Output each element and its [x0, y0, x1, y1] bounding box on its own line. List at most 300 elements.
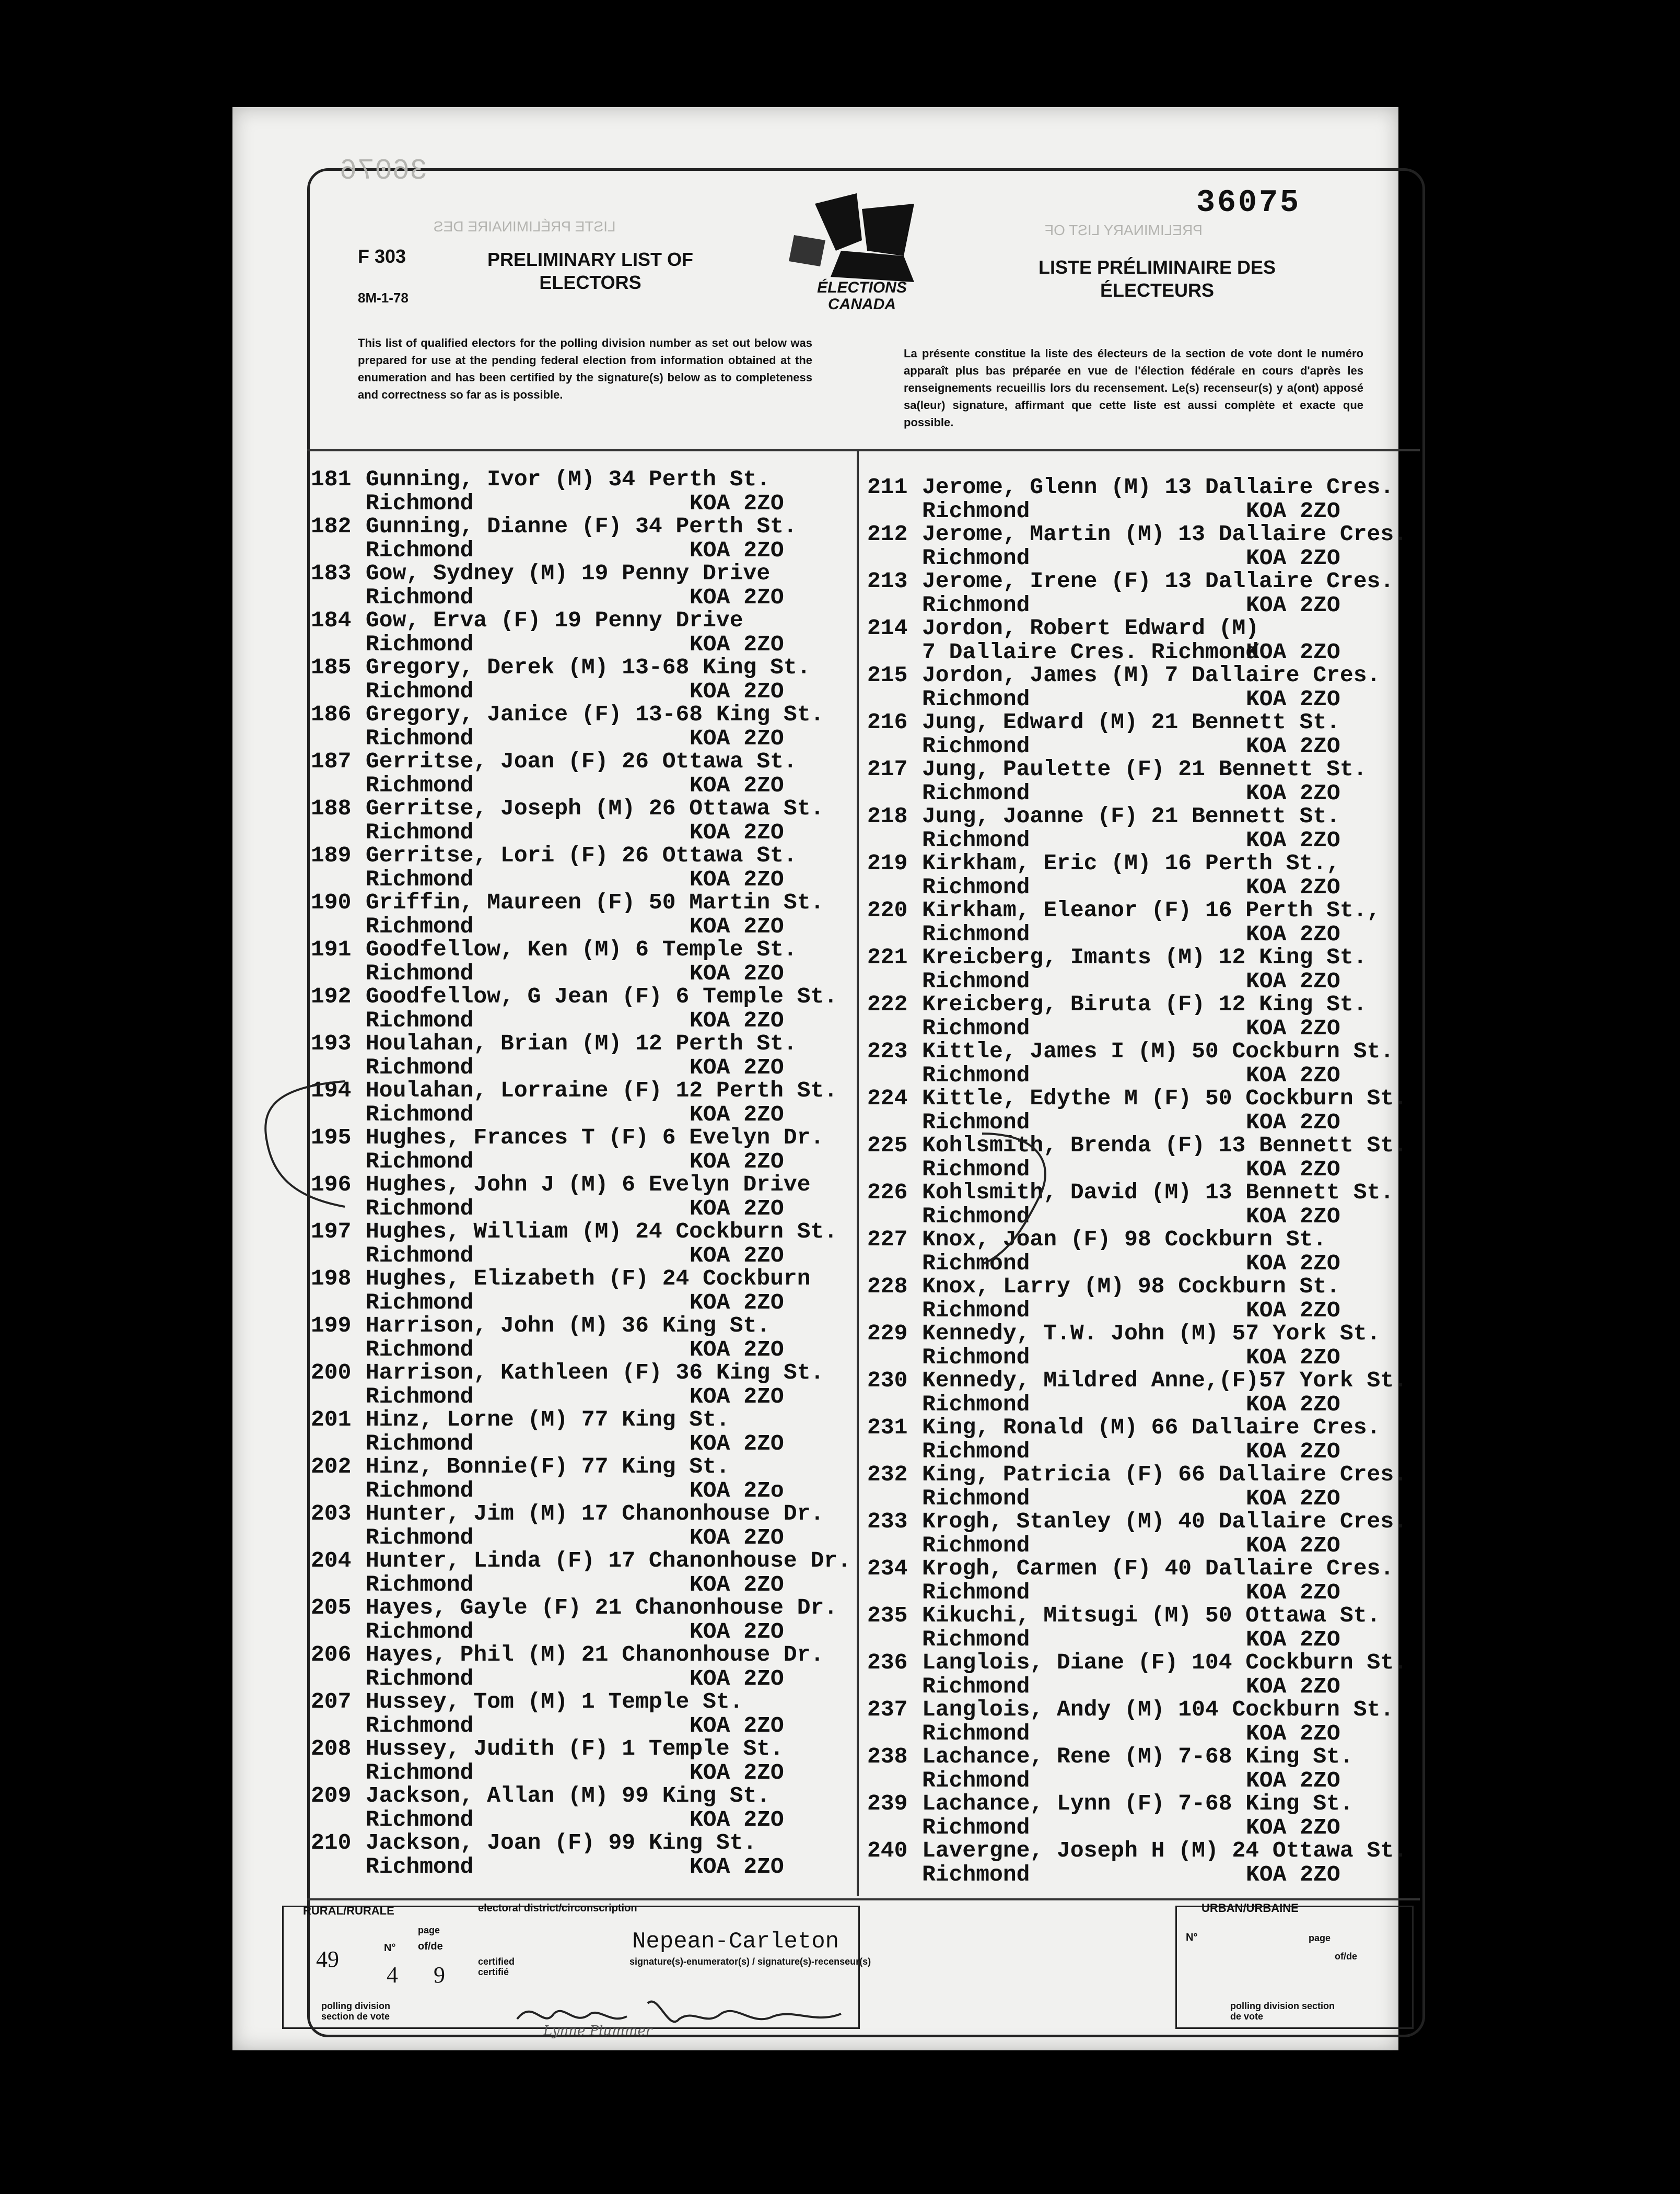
- elector-number: 229: [867, 1321, 908, 1346]
- elector-line: [867, 1745, 1354, 1769]
- elector-entry: [867, 1510, 1407, 1558]
- elector-entry: [311, 1737, 784, 1785]
- elector-name-address: Hinz, Bonnie(F) 77 King St.: [366, 1454, 730, 1479]
- elector-postal-code: KOA 2ZO: [690, 961, 784, 986]
- elector-name-address: Hughes, Frances T (F) 6 Evelyn Dr.: [366, 1125, 824, 1150]
- elector-line: [311, 1502, 824, 1526]
- ghost-number: 36076: [340, 154, 428, 188]
- elector-postal-code: KOA 2ZO: [1246, 1345, 1340, 1370]
- elector-name-address: Gregory, Derek (M) 13-68 King St.: [366, 655, 811, 680]
- elector-city-line: [311, 1526, 824, 1550]
- elector-name-address: Kirkham, Eleanor (F) 16 Perth St.,: [922, 897, 1381, 923]
- elector-line: [867, 993, 1367, 1017]
- elector-city-line: [867, 1111, 1407, 1135]
- elector-entry: [311, 938, 797, 986]
- elector-name-address: Goodfellow, G Jean (F) 6 Temple St.: [366, 984, 838, 1009]
- elector-postal-code: KOA 2ZO: [690, 1149, 784, 1174]
- elector-entry: [867, 710, 1340, 758]
- elector-postal-code: KOA 2ZO: [690, 1525, 784, 1550]
- form-date: 8M-1-78: [358, 290, 409, 306]
- elector-city: Richmond: [922, 1815, 1030, 1840]
- elector-postal-code: KOA 2ZO: [1246, 1204, 1340, 1229]
- elector-entry: [867, 851, 1340, 900]
- elector-city-line: [311, 1009, 837, 1033]
- elector-postal-code: KOA 2ZO: [1246, 827, 1340, 853]
- elector-name-address: Kennedy, T.W. John (M) 57 York St.: [922, 1321, 1381, 1346]
- elector-entry: [311, 1361, 824, 1409]
- elector-name-address: Kennedy, Mildred Anne,(F)57 York St.: [922, 1368, 1407, 1393]
- elector-number: 182: [311, 514, 352, 539]
- elector-entry: [311, 656, 811, 704]
- elector-name-address: Kreicberg, Biruta (F) 12 King St.: [922, 991, 1367, 1017]
- elector-city-line: [867, 1158, 1407, 1182]
- elector-city-line: [867, 593, 1394, 617]
- elector-city-line: [311, 1338, 784, 1362]
- elector-city: Richmond: [922, 1063, 1030, 1088]
- elector-city: Richmond: [366, 1666, 474, 1691]
- elector-number: 196: [311, 1172, 352, 1197]
- elector-number: 213: [867, 568, 908, 594]
- elector-city: Richmond: [922, 1533, 1030, 1558]
- elector-city: Richmond: [366, 1384, 474, 1409]
- elector-entry: [311, 515, 797, 563]
- elector-line: [311, 1220, 837, 1244]
- elector-city: Richmond: [922, 733, 1030, 759]
- elector-city: Richmond: [366, 1008, 474, 1033]
- elector-number: 198: [311, 1266, 352, 1291]
- elector-entry: [867, 1275, 1340, 1323]
- elector-city-line: [311, 1808, 784, 1832]
- elector-entry: [311, 468, 784, 516]
- elector-city-line: [311, 1056, 797, 1080]
- elector-line: [311, 844, 797, 868]
- elector-line: [311, 1408, 784, 1432]
- elector-number: 201: [311, 1407, 352, 1432]
- elector-postal-code: KOA 2ZO: [690, 1807, 784, 1833]
- elector-postal-code: KOA 2ZO: [690, 679, 784, 704]
- elector-city-line: [311, 727, 824, 751]
- elector-city-line: [311, 1244, 837, 1268]
- elector-line: [311, 1361, 824, 1385]
- elector-entry: [311, 703, 824, 751]
- elector-line: [311, 797, 824, 821]
- elector-city-line: [311, 539, 797, 563]
- elector-city-line: [311, 1291, 811, 1315]
- elector-entry: [311, 1643, 824, 1691]
- elector-name-address: Lavergne, Joseph H (M) 24 Ottawa St.: [922, 1838, 1407, 1863]
- elector-number: 234: [867, 1556, 908, 1581]
- elector-city-line: [311, 915, 824, 939]
- elector-line: [311, 468, 784, 492]
- elector-city: 7 Dallaire Cres. Richmond: [922, 639, 1259, 665]
- signature-text: Lynne Plummer: [543, 2023, 652, 2039]
- elector-city: Richmond: [366, 1478, 474, 1503]
- elector-line: [867, 1181, 1394, 1205]
- elector-name-address: Hunter, Jim (M) 17 Chanonhouse Dr.: [366, 1501, 824, 1526]
- elector-city: Richmond: [922, 592, 1030, 618]
- elector-entry: [867, 1181, 1394, 1229]
- elector-entry: [311, 1455, 784, 1503]
- elector-line: [867, 710, 1340, 734]
- elector-line: [867, 475, 1394, 499]
- elector-name-address: Krogh, Stanley (M) 40 Dallaire Cres.: [922, 1509, 1407, 1534]
- elector-postal-code: KOA 2ZO: [690, 1290, 784, 1315]
- elector-line: [311, 750, 797, 774]
- elector-line: [867, 1040, 1394, 1064]
- elector-line: [867, 851, 1340, 876]
- elector-line: [311, 1596, 837, 1620]
- elector-city-line: [311, 492, 784, 516]
- elector-name-address: Kohlsmith, David (M) 13 Bennett St.: [922, 1180, 1394, 1205]
- elector-line: [311, 1784, 784, 1808]
- elector-entry: [311, 1596, 837, 1644]
- elector-number: 228: [867, 1274, 908, 1299]
- elector-name-address: Knox, Larry (M) 98 Cockburn St.: [922, 1274, 1340, 1299]
- page-number: 4: [387, 1962, 398, 1988]
- title-english: PRELIMINARY LIST OF ELECTORS: [487, 249, 693, 293]
- elector-postal-code: KOA 2ZO: [690, 632, 784, 657]
- elector-entry: [867, 1651, 1407, 1699]
- elector-city: Richmond: [366, 1572, 474, 1597]
- elector-number: 230: [867, 1368, 908, 1393]
- elector-city-line: [867, 1017, 1367, 1041]
- elector-city: Richmond: [922, 1486, 1030, 1511]
- elector-entry: [311, 1220, 837, 1268]
- elector-city-line: [867, 1769, 1354, 1793]
- elector-number: 236: [867, 1650, 908, 1675]
- elector-postal-code: KOA 2ZO: [1246, 686, 1340, 712]
- elector-city: Richmond: [922, 1251, 1030, 1276]
- elector-city-line: [311, 962, 797, 986]
- elector-entry: [311, 891, 824, 939]
- elector-city: Richmond: [366, 867, 474, 892]
- elector-line: [311, 985, 837, 1009]
- elector-city: Richmond: [366, 1760, 474, 1785]
- elector-city: Richmond: [922, 1862, 1030, 1887]
- elector-number: 238: [867, 1744, 908, 1769]
- elector-city: Richmond: [366, 1525, 474, 1550]
- polling-division-number: 49: [316, 1946, 339, 1972]
- elector-entry: [867, 1463, 1407, 1511]
- elector-postal-code: KOA 2ZO: [690, 726, 784, 751]
- elector-number: 224: [867, 1086, 908, 1111]
- elector-entry: [867, 898, 1380, 947]
- elector-city-line: [311, 1432, 784, 1456]
- elector-city: Richmond: [366, 1337, 474, 1362]
- elector-city: Richmond: [922, 1345, 1030, 1370]
- elector-city-line: [311, 1103, 837, 1127]
- elector-entry: [867, 522, 1407, 570]
- elector-city-line: [867, 923, 1380, 947]
- elector-entry: [311, 1502, 824, 1550]
- elector-postal-code: KOA 2ZO: [690, 1243, 784, 1268]
- elector-postal-code: KOA 2ZO: [1246, 921, 1340, 947]
- elector-city: Richmond: [922, 1721, 1030, 1746]
- elector-line: [867, 946, 1367, 970]
- elector-name-address: Kikuchi, Mitsugi (M) 50 Ottawa St.: [922, 1603, 1381, 1628]
- elector-city-line: [311, 821, 824, 845]
- elector-line: [867, 522, 1407, 546]
- elector-city: Richmond: [922, 780, 1030, 806]
- elector-city-line: [311, 1479, 784, 1503]
- elector-city-line: [311, 1573, 851, 1597]
- elector-line: [867, 1416, 1380, 1440]
- elector-city-line: [867, 1581, 1394, 1605]
- elector-city: Richmond: [922, 921, 1030, 947]
- elector-name-address: Hayes, Phil (M) 21 Chanonhouse Dr.: [366, 1642, 824, 1667]
- elector-entry: [867, 757, 1367, 806]
- elector-number: 208: [311, 1736, 352, 1761]
- elector-line: [311, 562, 784, 586]
- elector-city: Richmond: [366, 1713, 474, 1738]
- elector-city-line: [311, 774, 797, 798]
- elector-number: 209: [311, 1783, 352, 1808]
- elector-name-address: Jerome, Glenn (M) 13 Dallaire Cres.: [922, 474, 1394, 500]
- elector-entry: [311, 1784, 784, 1832]
- elector-entry: [311, 1408, 784, 1456]
- elector-name-address: Hughes, John J (M) 6 Evelyn Drive: [366, 1172, 811, 1197]
- elector-line: [867, 1275, 1340, 1299]
- elector-entry: [311, 1032, 797, 1080]
- elector-city-line: [867, 1393, 1407, 1417]
- elector-city-line: [311, 680, 811, 704]
- urban-no-label: N°: [1186, 1932, 1198, 1943]
- elector-city-line: [867, 1628, 1380, 1652]
- elector-name-address: Hughes, Elizabeth (F) 24 Cockburn: [366, 1266, 811, 1291]
- elector-city: Richmond: [366, 820, 474, 845]
- elector-name-address: Krogh, Carmen (F) 40 Dallaire Cres.: [922, 1556, 1394, 1581]
- elector-entry: [867, 475, 1394, 523]
- elector-number: 192: [311, 984, 352, 1009]
- elector-name-address: Houlahan, Brian (M) 12 Perth St.: [366, 1031, 797, 1056]
- elector-name-address: Kreicberg, Imants (M) 12 King St.: [922, 944, 1367, 970]
- elector-name-address: Goodfellow, Ken (M) 6 Temple St.: [366, 937, 797, 962]
- elector-postal-code: KOA 2ZO: [1246, 1815, 1340, 1840]
- elector-name-address: Hughes, William (M) 24 Cockburn St.: [366, 1219, 838, 1244]
- elector-line: [867, 1698, 1394, 1722]
- elector-postal-code: KOA 2ZO: [1246, 1110, 1340, 1135]
- elector-number: 203: [311, 1501, 352, 1526]
- form-number: F 303: [358, 246, 406, 267]
- elector-entry: [311, 1314, 784, 1362]
- elector-entry: [311, 562, 784, 610]
- elector-postal-code: KOA 2ZO: [690, 1102, 784, 1127]
- elector-city-line: [867, 828, 1340, 853]
- page-total: 9: [434, 1962, 445, 1988]
- elector-name-address: Jackson, Allan (M) 99 King St.: [366, 1783, 771, 1808]
- elector-entry: [867, 569, 1394, 617]
- elector-city: Richmond: [922, 1204, 1030, 1229]
- elector-postal-code: KOA 2ZO: [690, 820, 784, 845]
- elector-city: Richmond: [366, 1619, 474, 1644]
- polling-division-label: polling division section de vote: [321, 2001, 390, 2022]
- elector-city-line: [867, 1346, 1380, 1370]
- elector-entry: [867, 1604, 1380, 1652]
- elector-name-address: Jung, Joanne (F) 21 Bennett St.: [922, 803, 1340, 829]
- elector-city: Richmond: [366, 1854, 474, 1880]
- elector-name-address: Griffin, Maureen (F) 50 Martin St.: [366, 890, 824, 915]
- elector-entry: [311, 1690, 784, 1738]
- elector-entry: [311, 1079, 837, 1127]
- elector-city: Richmond: [366, 1243, 474, 1268]
- elector-number: 206: [311, 1642, 352, 1667]
- elector-number: 235: [867, 1603, 908, 1628]
- elector-name-address: Hussey, Judith (F) 1 Temple St.: [366, 1736, 784, 1761]
- elector-entry: [867, 1557, 1394, 1605]
- handwritten-bracket-mark: [256, 1076, 350, 1212]
- elector-city: Richmond: [922, 1016, 1030, 1041]
- elector-postal-code: KOA 2ZO: [690, 1337, 784, 1362]
- elector-postal-code: KOA 2ZO: [1246, 780, 1340, 806]
- elector-number: 232: [867, 1462, 908, 1487]
- elector-postal-code: KOA 2ZO: [1246, 733, 1340, 759]
- ghost-title-en: PRELIMINARY LIST OF: [1045, 222, 1203, 238]
- elector-line: [311, 1643, 824, 1667]
- elector-city: Richmond: [366, 1431, 474, 1456]
- elector-number: 216: [867, 709, 908, 735]
- elector-postal-code: KOA 2ZO: [690, 1760, 784, 1785]
- elector-number: 199: [311, 1313, 352, 1338]
- elector-name-address: Gow, Sydney (M) 19 Penny Drive: [366, 561, 771, 586]
- urban-polling-division-label: polling division section de vote: [1230, 2001, 1335, 2022]
- elector-line: [311, 1079, 837, 1103]
- elector-entry: [867, 1416, 1380, 1464]
- elector-postal-code: KOA 2ZO: [1246, 1674, 1340, 1699]
- elector-number: 186: [311, 702, 352, 727]
- elector-postal-code: KOA 2ZO: [690, 1384, 784, 1409]
- elector-line: [311, 891, 824, 915]
- elector-city-line: [311, 1385, 824, 1409]
- elector-city-line: [311, 633, 784, 657]
- elector-line: [311, 1314, 784, 1338]
- page-label: page: [418, 1925, 440, 1935]
- elector-line: [867, 804, 1340, 828]
- elector-city: Richmond: [922, 874, 1030, 900]
- elector-number: 185: [311, 655, 352, 680]
- elector-postal-code: KOA 2ZO: [1246, 1251, 1340, 1276]
- elector-postal-code: KOA 2ZO: [1246, 1486, 1340, 1511]
- elector-number: 211: [867, 474, 908, 500]
- elector-postal-code: KOA 2ZO: [690, 1854, 784, 1880]
- elector-postal-code: KOA 2ZO: [690, 1619, 784, 1644]
- elector-line: [311, 1126, 824, 1150]
- elector-line: [311, 515, 797, 539]
- elector-city-line: [867, 1487, 1407, 1511]
- ghost-title-fr: LISTE PRÉLIMINAIRE DES: [434, 218, 616, 235]
- elector-name-address: Knox, Joan (F) 98 Cockburn St.: [922, 1227, 1327, 1252]
- elector-entry: [311, 844, 797, 892]
- elector-entry: [311, 609, 784, 657]
- elector-postal-code: KOA 2ZO: [1246, 1439, 1340, 1464]
- elector-number: 212: [867, 521, 908, 547]
- elector-city: Richmond: [366, 1055, 474, 1080]
- elector-city-line: [867, 1816, 1354, 1840]
- elector-city: Richmond: [922, 1627, 1030, 1652]
- elector-name-address: Gregory, Janice (F) 13-68 King St.: [366, 702, 824, 727]
- elector-line: [867, 1134, 1407, 1158]
- elector-postal-code: KOA 2ZO: [1246, 1862, 1340, 1887]
- elector-city-line: [867, 499, 1394, 523]
- elector-number: 195: [311, 1125, 352, 1150]
- elector-postal-code: KOA 2ZO: [1246, 545, 1340, 571]
- elector-city: Richmond: [922, 1580, 1030, 1605]
- elector-line: [311, 1737, 784, 1761]
- elector-city-line: [867, 546, 1407, 570]
- elector-name-address: Jordon, Robert Edward (M): [922, 615, 1259, 641]
- elector-city: Richmond: [366, 679, 474, 704]
- elector-line: [867, 1839, 1407, 1863]
- elector-line: [867, 1557, 1394, 1581]
- certified-label: certified certifié: [478, 1956, 515, 1977]
- elector-city: Richmond: [366, 632, 474, 657]
- elector-line: [311, 1267, 811, 1291]
- elector-entry: [867, 1369, 1407, 1417]
- elector-city: Richmond: [922, 1157, 1030, 1182]
- elector-name-address: Kohlsmith, Brenda (F) 13 Bennett St.: [922, 1133, 1407, 1158]
- elector-name-address: Lachance, Rene (M) 7-68 King St.: [922, 1744, 1354, 1769]
- elector-name-address: Jordon, James (M) 7 Dallaire Cres.: [922, 662, 1381, 688]
- elector-number: 190: [311, 890, 352, 915]
- elector-name-address: Gunning, Ivor (M) 34 Perth St.: [366, 466, 771, 492]
- elector-line: [867, 663, 1380, 687]
- elector-line: [867, 616, 1340, 640]
- rural-label: RURAL/RURALE: [303, 1904, 394, 1917]
- elector-name-address: King, Patricia (F) 66 Dallaire Cres.: [922, 1462, 1407, 1487]
- elector-postal-code: KOA 2ZO: [690, 538, 784, 563]
- elector-number: 218: [867, 803, 908, 829]
- elector-city-line: [867, 1064, 1394, 1088]
- elector-name-address: Hussey, Tom (M) 1 Temple St.: [366, 1689, 743, 1714]
- elector-entry: [867, 1839, 1407, 1887]
- elector-postal-code: KOA 2ZO: [690, 1666, 784, 1691]
- intro-french: La présente constitue la liste des électeurs de la section de vote dont le numéro apparaît plus bas préparée en vue de l'élection fédérale en cours d'après les renseignements recueillis lors du recensement. Le(s) recenseur(s) y a(ont) apposé sa(leur) signature, affirmant que cette liste est aussi complète et exacte que possible.: [904, 347, 1363, 429]
- elector-postal-code: KOA 2ZO: [690, 491, 784, 516]
- district-label: electoral district/circonscription: [478, 1903, 637, 1914]
- elector-number: 204: [311, 1548, 352, 1573]
- elector-number: 214: [867, 615, 908, 641]
- elector-city: Richmond: [366, 585, 474, 610]
- elector-city: Richmond: [922, 1674, 1030, 1699]
- elector-name-address: Lachance, Lynn (F) 7-68 King St.: [922, 1791, 1354, 1816]
- elector-name-address: Gerritse, Joseph (M) 26 Ottawa St.: [366, 796, 824, 821]
- elector-name-address: Jerome, Irene (F) 13 Dallaire Cres.: [922, 568, 1394, 594]
- elector-number: 219: [867, 850, 908, 876]
- elector-city: Richmond: [366, 1807, 474, 1833]
- elector-postal-code: KOA 2ZO: [1246, 874, 1340, 900]
- elector-city: Richmond: [366, 1102, 474, 1127]
- elector-city: Richmond: [366, 491, 474, 516]
- elector-city-line: [311, 586, 784, 610]
- elector-name-address: Harrison, John (M) 36 King St.: [366, 1313, 771, 1338]
- elector-postal-code: KOA 2ZO: [1246, 1157, 1340, 1182]
- elector-entry: [867, 993, 1367, 1041]
- elector-name-address: Kittle, James I (M) 50 Cockburn St.: [922, 1038, 1394, 1064]
- elector-entry: [311, 750, 797, 798]
- elector-name-address: Gow, Erva (F) 19 Penny Drive: [366, 608, 743, 633]
- elector-city-line: [311, 1150, 824, 1174]
- elector-city: Richmond: [922, 1392, 1030, 1417]
- elector-city: Richmond: [922, 1298, 1030, 1323]
- elector-name-address: Hayes, Gayle (F) 21 Chanonhouse Dr.: [366, 1595, 838, 1620]
- elector-postal-code: KOA 2ZO: [690, 914, 784, 939]
- elector-city-line: [311, 1761, 784, 1785]
- elector-line: [867, 1228, 1340, 1252]
- elector-line: [867, 1322, 1380, 1346]
- elector-city-line: [867, 1534, 1407, 1558]
- elector-postal-code: KOA 2ZO: [1246, 592, 1340, 618]
- urban-of-label: of/de: [1335, 1951, 1357, 1962]
- elector-number: 205: [311, 1595, 352, 1620]
